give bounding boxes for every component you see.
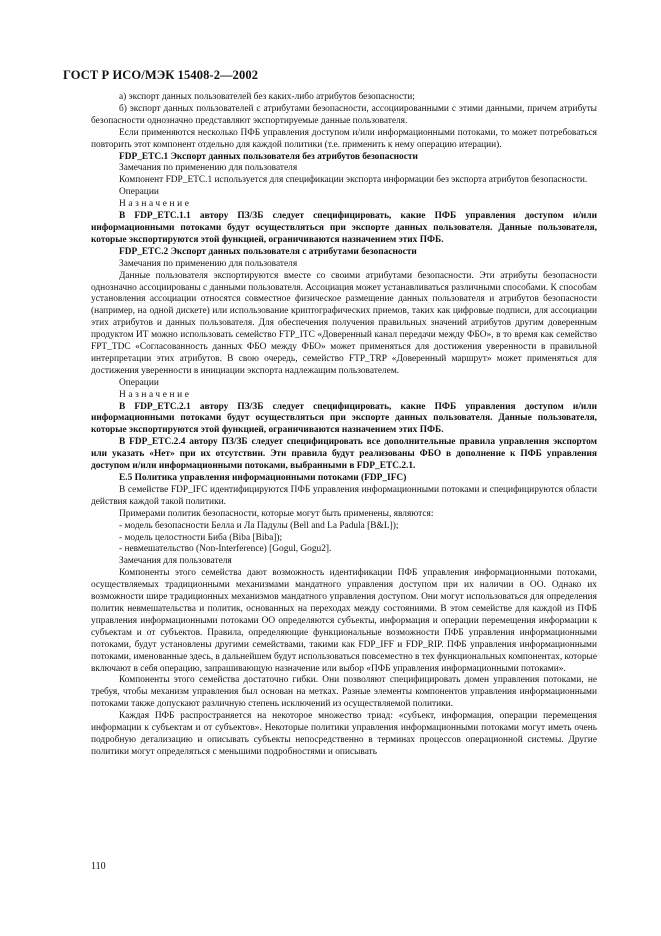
paragraph: Компоненты этого семейства достаточно гибки. Они позволяют специфицировать домен управления потоками, не требуя, чтобы механизм управления был основан на метках. Разные элементы компонентов управления информационными потоками также допускают различную степень исключений из осуществляемой политики. <box>91 675 597 710</box>
paragraph: В семействе FDP_IFC идентифицируются ПФБ управления информационными потоками и специфицируются области действия каждой такой политики. <box>91 484 597 507</box>
paragraph: Каждая ПФБ распространяется на некоторое множество триад: «субъект, информация, операции перемещения информации к субъектам и от субъектов». Некоторые политики управления информационными потоками могут иметь очень подробную детализацию и описывать субъекты непосредственно в терминах процессов операционной системы. Другие политики могут определяться с меньшими подробностями и описывать <box>91 711 597 757</box>
list-item: - невмешательство (Non-Interference) [Gogul, Gogu2]. <box>119 544 332 555</box>
paragraph: Данные пользователя экспортируются вместе со своими атрибутами безопасности. Эти атрибуты безопасности однозначно ассоциированы с данными пользователя. Ассоциация может устанавливаться различными способами. К способам установления ассоциации относятся совместное физическое размещение данных пользователя и атрибутов безопасности (например, на одной дискете) или использование криптографических приемов, таких как цифровые подписи, для ассоциации этих атрибутов и данных пользователя. Для обеспечения получения правильных значений атрибутов другим доверенным продуктом ИТ можно использовать семейство FTP_ITC «Доверенный канал передачи между ФБО», в то время как семейство FPT_TDC «Согласованность данных ФБО между ФБО» может применяться для достижения уверенности в правильной интерпретации этих атрибутов. В свою очередь, семейство FTP_TRP «Доверенный маршрут» может применяться для достижения уверенности в инициации экспорта надлежащим пользователем. <box>91 270 597 376</box>
subheading: Замечания по применению для пользователя <box>119 163 298 174</box>
subheading: Операции <box>119 377 159 388</box>
document-header-title: ГОСТ Р ИСО/МЭК 15408-2—2002 <box>63 68 259 82</box>
paragraph-bold: В FDP_ETC.2.1 автору ПЗ/ЗБ следует специфицировать, какие ПФБ управления доступом и/или информационными потоками будут осуществляться при экспорте данных пользователя. Данные пользователя, которые экспортируются этой функцией, ограничиваются назначением этих ПФБ. <box>91 401 597 436</box>
paragraph-bold: В FDP_ETC.2.4 автору ПЗ/ЗБ следует специфицировать все дополнительные правила управления экспортом или указать «Нет» при их отсутствии. Эти правила будут реализованы ФБО в дополнение к ПФБ управления доступом и/или информационными потоками, выбранными в FDP_ETC.2.1. <box>91 437 597 472</box>
subheading-spaced: Назначение <box>119 389 192 400</box>
paragraph: а) экспорт данных пользователей без каких-либо атрибутов безопасности; <box>119 92 415 102</box>
section-heading: FDP_ETC.2 Экспорт данных пользователя с атрибутами безопасности <box>119 246 417 257</box>
paragraph: б) экспорт данных пользователей с атрибутами безопасности, ассоциированными с этими данными, причем атрибуты безопасности однозначно представляют экспортируемые данные пользователя. <box>91 103 597 126</box>
subheading: Замечания для пользователя <box>119 556 232 567</box>
subheading-spaced: Назначение <box>119 199 192 210</box>
subheading: Операции <box>119 187 159 198</box>
document-body <box>91 92 597 759</box>
paragraph: Примерами политик безопасности, которые могут быть применены, являются: <box>119 508 434 519</box>
paragraph: Компоненты этого семейства дают возможность идентификации ПФБ управления информационными потоками, осуществляемых традиционными механизмами мандатного управления доступом при их наличии в ОО. Однако их возможности шире традиционных механизмов мандатного управления доступом. Они могут использоваться для определения политик невмешательства и политик, основанных на переходах между состояниями. В этом семействе для каждой из ПФБ управления информационными потоками ОО определяются субъекты, информация и операции перемещения информации к субъектам и от субъектов. Правила, определяющие функциональные возможности ПФБ управления информационными потоками, будут установлены другими семействами, такими как FDP_IFF и FDP_RIP. ПФБ управления информационными потоками, именованные здесь, в дальнейшем будут использоваться повсеместно в тех функциональных компонентах, которые включают в себя операцию, запрашивающую назначение или выбор «ПФБ управления информационными потоками». <box>91 568 597 674</box>
list-item: - модель целостности Биба (Biba [Biba]); <box>119 532 283 543</box>
subheading: Замечания по применению для пользователя <box>119 258 298 269</box>
paragraph: Если применяются несколько ПФБ управления доступом и/или информационными потоками, то может потребоваться повторить этот компонент отдельно для каждой политики (т.е. применить к нему операцию итерации). <box>91 127 597 150</box>
list-item: - модель безопасности Белла и Ла Падулы (Bell and La Padula [B&L]); <box>119 520 399 531</box>
section-heading: Е.5 Политика управления информационными потоками (FDP_IFC) <box>119 473 407 483</box>
paragraph-bold: В FDP_ETC.1.1 автору ПЗ/ЗБ следует специфицировать, какие ПФБ управления доступом и/или информационными потоками будут осуществляться при экспорте данных пользователя. Данные пользователя, которые экспортируются этой функцией, ограничиваются назначением этих ПФБ. <box>91 211 597 245</box>
paragraph: Компонент FDP_ETC.1 используется для спецификации экспорта информации без экспорта атрибутов безопасности. <box>119 175 588 186</box>
page-number: 110 <box>91 861 106 872</box>
section-heading: FDP_ETC.1 Экспорт данных пользователя без атрибутов безопасности <box>119 151 418 162</box>
